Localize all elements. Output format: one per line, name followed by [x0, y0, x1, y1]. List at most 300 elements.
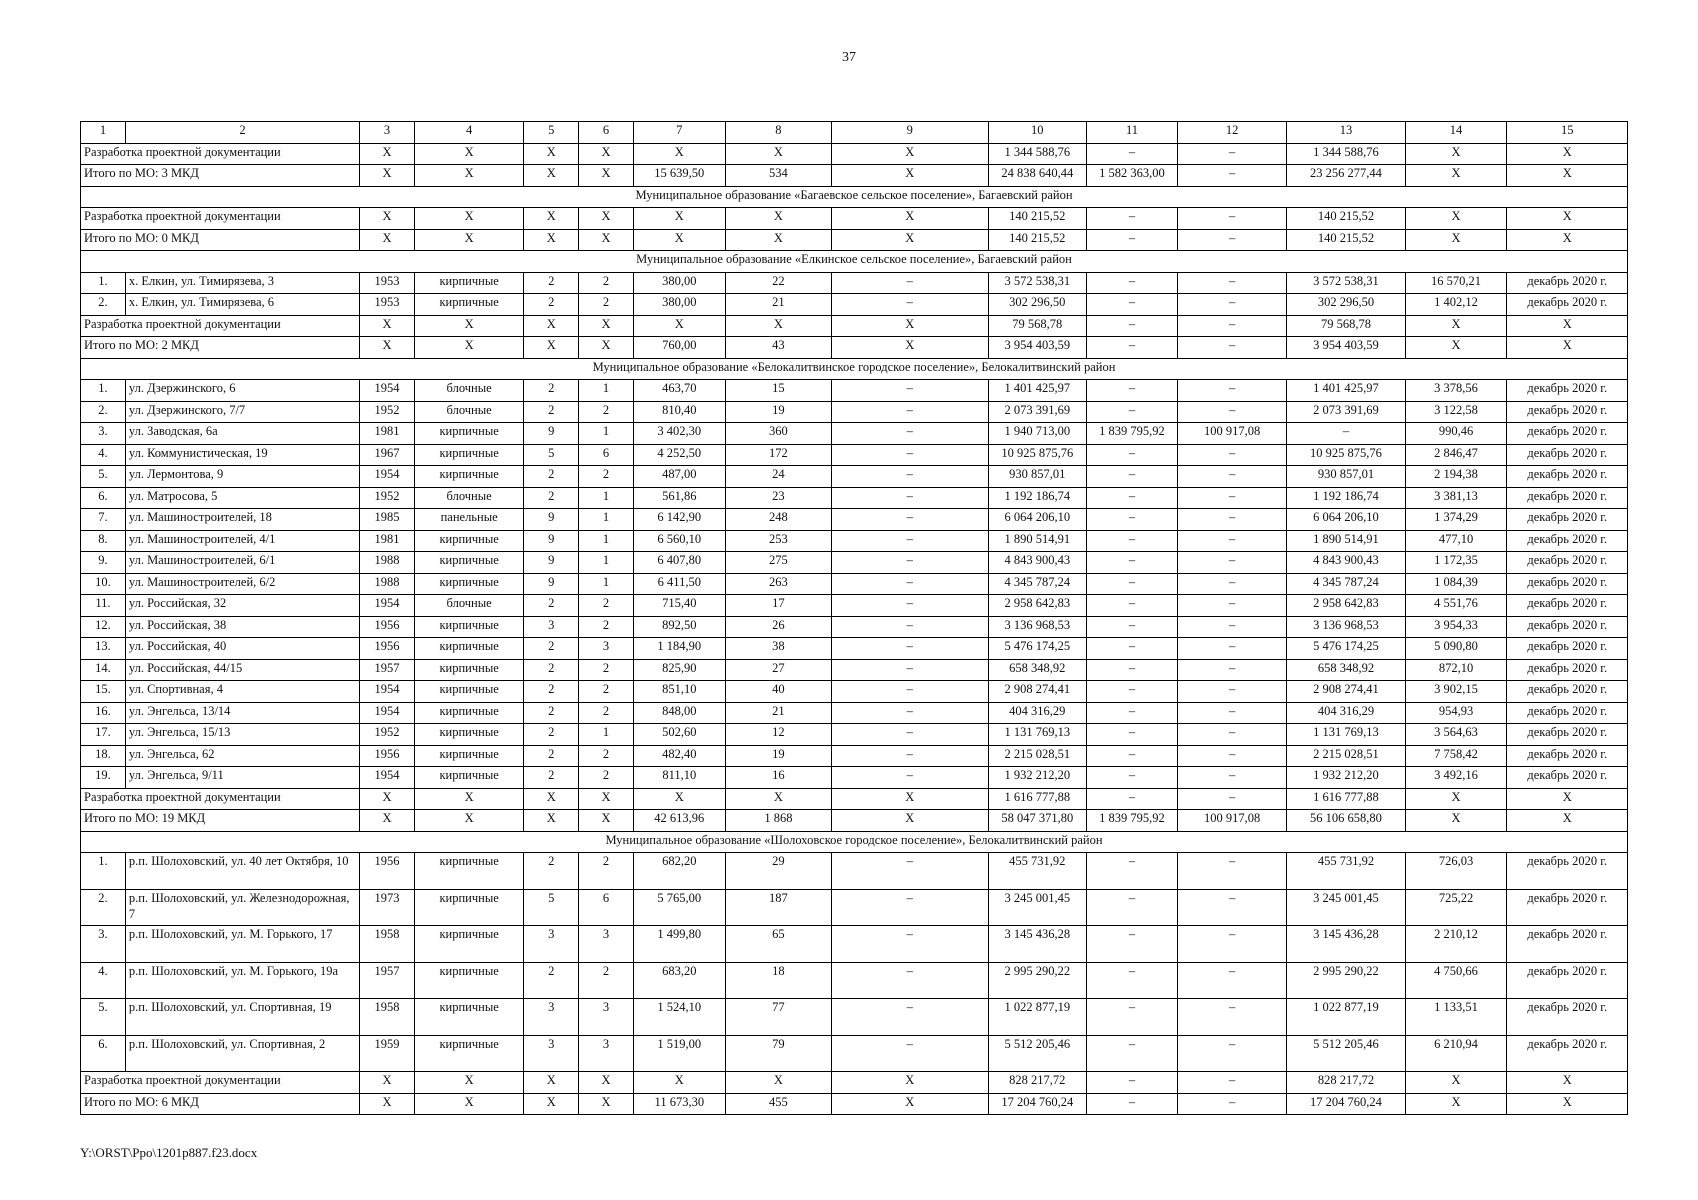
table-cell: X [1507, 788, 1628, 810]
address-cell: р.п. Шолоховский, ул. М. Горького, 19а [125, 962, 359, 999]
table-cell: X [524, 788, 579, 810]
column-number-cell: 7 [633, 122, 725, 144]
table-cell: – [1087, 294, 1178, 316]
table-cell: 3 492,16 [1405, 767, 1507, 789]
table-cell: X [1405, 1093, 1507, 1115]
table-cell: 930 857,01 [988, 466, 1087, 488]
table-cell: X [633, 208, 725, 230]
table-cell: – [831, 745, 988, 767]
table-cell: X [360, 1072, 415, 1094]
table-cell: 1 839 795,92 [1087, 423, 1178, 445]
table-cell: 16 [725, 767, 831, 789]
summary-label: Итого по МО: 6 МКД [81, 1093, 360, 1115]
address-cell: х. Елкин, ул. Тимирязева, 3 [125, 272, 359, 294]
table-cell: X [360, 208, 415, 230]
table-cell: 2 [524, 767, 579, 789]
table-cell: декабрь 2020 г. [1507, 659, 1628, 681]
table-cell: 38 [725, 638, 831, 660]
table-cell: 3 [579, 999, 634, 1036]
table-cell: 3 [524, 1035, 579, 1072]
table-cell: – [1087, 638, 1178, 660]
address-cell: р.п. Шолоховский, ул. Спортивная, 2 [125, 1035, 359, 1072]
table-cell: кирпичные [414, 573, 523, 595]
table-cell: 1981 [360, 530, 415, 552]
table-cell: 3 122,58 [1405, 401, 1507, 423]
table-row [81, 745, 1628, 767]
table-cell: 1954 [360, 767, 415, 789]
table-cell: 302 296,50 [988, 294, 1087, 316]
table-cell: 1958 [360, 999, 415, 1036]
table-cell: кирпичные [414, 638, 523, 660]
table-cell: 2 [579, 616, 634, 638]
table-cell: – [1177, 272, 1286, 294]
table-cell: X [1507, 1093, 1628, 1115]
table-cell: X [1507, 165, 1628, 187]
table-cell: X [579, 788, 634, 810]
table-cell: 1 524,10 [633, 999, 725, 1036]
table-cell: 5 476 174,25 [1287, 638, 1405, 660]
table-cell: 2 [524, 745, 579, 767]
table-cell: кирпичные [414, 272, 523, 294]
table-cell: X [579, 1093, 634, 1115]
table-cell: – [1087, 853, 1178, 890]
column-number-cell: 5 [524, 122, 579, 144]
table-cell: кирпичные [414, 466, 523, 488]
table-cell: 3 402,30 [633, 423, 725, 445]
table-cell: X [414, 810, 523, 832]
row-number: 4. [81, 962, 126, 999]
table-cell: 24 [725, 466, 831, 488]
table-cell: 1988 [360, 552, 415, 574]
table-cell: кирпичные [414, 616, 523, 638]
row-number: 9. [81, 552, 126, 574]
table-cell: 140 215,52 [1287, 229, 1405, 251]
table-cell: – [1177, 487, 1286, 509]
table-cell: – [1087, 143, 1178, 165]
table-cell: X [414, 143, 523, 165]
table-cell: – [831, 401, 988, 423]
table-cell: – [831, 595, 988, 617]
row-number: 10. [81, 573, 126, 595]
table-cell: 3 [579, 1035, 634, 1072]
table-cell: 2 [579, 962, 634, 999]
table-cell: 658 348,92 [1287, 659, 1405, 681]
table-cell: кирпичные [414, 724, 523, 746]
table-cell: 380,00 [633, 294, 725, 316]
table-cell: 1953 [360, 294, 415, 316]
table-cell: 6 411,50 [633, 573, 725, 595]
table-cell: 253 [725, 530, 831, 552]
table-cell: кирпичные [414, 767, 523, 789]
table-row [81, 999, 1628, 1036]
table-cell: X [1507, 1072, 1628, 1094]
table-row [81, 962, 1628, 999]
table-cell: 930 857,01 [1287, 466, 1405, 488]
table-cell: – [1177, 466, 1286, 488]
table-cell: 56 106 658,80 [1287, 810, 1405, 832]
row-number: 6. [81, 1035, 126, 1072]
table-cell: 2 210,12 [1405, 926, 1507, 963]
table-cell: – [1177, 337, 1286, 359]
summary-row [81, 165, 1628, 187]
table-cell: 1959 [360, 1035, 415, 1072]
table-cell: 1952 [360, 724, 415, 746]
table-cell: – [1177, 595, 1286, 617]
address-cell: р.п. Шолоховский, ул. М. Горького, 17 [125, 926, 359, 963]
table-cell: декабрь 2020 г. [1507, 889, 1628, 926]
table-cell: X [414, 788, 523, 810]
table-cell: 3 245 001,45 [1287, 889, 1405, 926]
address-cell: ул. Заводская, 6а [125, 423, 359, 445]
table-cell: 1956 [360, 616, 415, 638]
table-cell: X [579, 337, 634, 359]
table-cell: 24 838 640,44 [988, 165, 1087, 187]
table-cell: 1 374,29 [1405, 509, 1507, 531]
table-cell: 1 499,80 [633, 926, 725, 963]
table-cell: 302 296,50 [1287, 294, 1405, 316]
summary-label: Разработка проектной документации [81, 788, 360, 810]
table-cell: 65 [725, 926, 831, 963]
table-cell: X [360, 315, 415, 337]
table-cell: 22 [725, 272, 831, 294]
table-cell: – [1087, 889, 1178, 926]
table-cell: 3 564,63 [1405, 724, 1507, 746]
table-cell: 1 616 777,88 [988, 788, 1087, 810]
table-cell: 1 184,90 [633, 638, 725, 660]
table-cell: – [1177, 999, 1286, 1036]
table-cell: – [1087, 1093, 1178, 1115]
summary-row [81, 1072, 1628, 1094]
row-number: 14. [81, 659, 126, 681]
column-number-cell: 12 [1177, 122, 1286, 144]
table-row [81, 487, 1628, 509]
table-cell: – [831, 423, 988, 445]
table-cell: 2 [524, 380, 579, 402]
column-number-row [81, 122, 1628, 144]
table-cell: 1 616 777,88 [1287, 788, 1405, 810]
table-cell: 1 932 212,20 [1287, 767, 1405, 789]
table-cell: X [579, 229, 634, 251]
table-cell: 3 [524, 926, 579, 963]
table-cell: – [831, 552, 988, 574]
table-cell: 2 073 391,69 [988, 401, 1087, 423]
table-cell: 1981 [360, 423, 415, 445]
address-cell: ул. Спортивная, 4 [125, 681, 359, 703]
column-number-cell: 6 [579, 122, 634, 144]
table-cell: – [1087, 487, 1178, 509]
table-cell: декабрь 2020 г. [1507, 745, 1628, 767]
table-cell: 2 958 642,83 [988, 595, 1087, 617]
table-cell: 58 047 371,80 [988, 810, 1087, 832]
table-cell: 760,00 [633, 337, 725, 359]
table-cell: 404 316,29 [1287, 702, 1405, 724]
table-cell: 1 131 769,13 [988, 724, 1087, 746]
table-cell: 140 215,52 [988, 229, 1087, 251]
table-cell: – [1087, 745, 1178, 767]
table-cell: 2 [524, 853, 579, 890]
table-cell: 9 [524, 530, 579, 552]
table-cell: – [831, 509, 988, 531]
table-cell: X [1507, 229, 1628, 251]
table-cell: 1954 [360, 595, 415, 617]
table-cell: – [831, 1035, 988, 1072]
table-cell: X [831, 229, 988, 251]
row-number: 2. [81, 401, 126, 423]
table-cell: 16 570,21 [1405, 272, 1507, 294]
table-cell: X [831, 810, 988, 832]
table-cell: – [831, 380, 988, 402]
table-cell: 2 [579, 681, 634, 703]
table-row [81, 1035, 1628, 1072]
table-cell: 4 345 787,24 [1287, 573, 1405, 595]
table-cell: 1958 [360, 926, 415, 963]
table-cell: – [1177, 659, 1286, 681]
table-cell: 4 551,76 [1405, 595, 1507, 617]
table-cell: X [579, 1072, 634, 1094]
table-cell: – [1087, 229, 1178, 251]
table-cell: – [1177, 1072, 1286, 1094]
table-cell: 1954 [360, 702, 415, 724]
table-cell: 2 [579, 401, 634, 423]
table-cell: 1 [579, 530, 634, 552]
summary-label: Разработка проектной документации [81, 143, 360, 165]
table-cell: 187 [725, 889, 831, 926]
table-cell: – [1177, 573, 1286, 595]
table-cell: 2 [524, 401, 579, 423]
table-cell: 477,10 [1405, 530, 1507, 552]
table-cell: 1954 [360, 466, 415, 488]
table-cell: 6 142,90 [633, 509, 725, 531]
table-cell: X [1405, 788, 1507, 810]
table-cell: X [1405, 165, 1507, 187]
table-cell: 1 131 769,13 [1287, 724, 1405, 746]
table-cell: декабрь 2020 г. [1507, 962, 1628, 999]
table-cell: – [1177, 616, 1286, 638]
table-cell: 2 [579, 745, 634, 767]
table-row [81, 401, 1628, 423]
table-cell: 3 145 436,28 [1287, 926, 1405, 963]
table-cell: 2 [524, 659, 579, 681]
table-cell: – [831, 853, 988, 890]
table-cell: – [1087, 926, 1178, 963]
table-cell: X [633, 229, 725, 251]
table-cell: 140 215,52 [1287, 208, 1405, 230]
table-cell: 3 [579, 638, 634, 660]
table-cell: – [831, 724, 988, 746]
table-cell: декабрь 2020 г. [1507, 423, 1628, 445]
table-cell: 1954 [360, 380, 415, 402]
table-cell: 658 348,92 [988, 659, 1087, 681]
table-cell: 9 [524, 573, 579, 595]
address-cell: ул. Матросова, 5 [125, 487, 359, 509]
table-cell: 811,10 [633, 767, 725, 789]
table-cell: 1956 [360, 745, 415, 767]
table-cell: X [524, 143, 579, 165]
table-cell: X [524, 315, 579, 337]
table-cell: – [1087, 337, 1178, 359]
table-cell: 1 [579, 487, 634, 509]
table-row [81, 724, 1628, 746]
table-cell: 534 [725, 165, 831, 187]
table-cell: 2 [524, 638, 579, 660]
table-cell: 6 064 206,10 [1287, 509, 1405, 531]
section-header-row [81, 186, 1628, 208]
table-cell: 21 [725, 294, 831, 316]
table-row [81, 552, 1628, 574]
address-cell: р.п. Шолоховский, ул. Железнодорожная, 7 [125, 889, 359, 926]
table-cell: X [831, 788, 988, 810]
table-cell: X [414, 229, 523, 251]
table-row [81, 380, 1628, 402]
table-cell: 1 [579, 423, 634, 445]
row-number: 8. [81, 530, 126, 552]
table-cell: – [1177, 143, 1286, 165]
table-cell: X [831, 208, 988, 230]
table-cell: 1 192 186,74 [1287, 487, 1405, 509]
table-cell: декабрь 2020 г. [1507, 466, 1628, 488]
table-cell: X [1405, 1072, 1507, 1094]
table-cell: X [633, 143, 725, 165]
table-cell: 1 192 186,74 [988, 487, 1087, 509]
table-cell: кирпичные [414, 926, 523, 963]
table-cell: 172 [725, 444, 831, 466]
table-row [81, 423, 1628, 445]
table-cell: 1 582 363,00 [1087, 165, 1178, 187]
table-cell: X [360, 165, 415, 187]
table-cell: 5 090,80 [1405, 638, 1507, 660]
table-cell: декабрь 2020 г. [1507, 509, 1628, 531]
table-cell: 263 [725, 573, 831, 595]
table-cell: кирпичные [414, 962, 523, 999]
table-cell: X [360, 1093, 415, 1115]
table-cell: 17 204 760,24 [988, 1093, 1087, 1115]
table-cell: 6 [579, 889, 634, 926]
table-cell: 725,22 [1405, 889, 1507, 926]
address-cell: ул. Энгельса, 9/11 [125, 767, 359, 789]
table-cell: X [831, 1072, 988, 1094]
table-cell: 3 [524, 616, 579, 638]
table-cell: 3 381,13 [1405, 487, 1507, 509]
table-cell: X [579, 165, 634, 187]
table-cell: 2 [579, 767, 634, 789]
table-cell: кирпичные [414, 552, 523, 574]
table-cell: 4 252,50 [633, 444, 725, 466]
table-cell: 100 917,08 [1177, 810, 1286, 832]
table-cell: – [1087, 767, 1178, 789]
column-number-cell: 15 [1507, 122, 1628, 144]
table-cell: блочные [414, 487, 523, 509]
table-cell: декабрь 2020 г. [1507, 487, 1628, 509]
table-cell: – [1177, 294, 1286, 316]
section-header-row [81, 831, 1628, 853]
table-cell: 3 572 538,31 [988, 272, 1087, 294]
row-number: 1. [81, 380, 126, 402]
address-cell: ул. Коммунистическая, 19 [125, 444, 359, 466]
table-cell: X [1405, 337, 1507, 359]
table-row [81, 573, 1628, 595]
table-cell: 2 908 274,41 [1287, 681, 1405, 703]
table-cell: – [831, 767, 988, 789]
table-cell: – [1087, 724, 1178, 746]
table-cell: – [1087, 702, 1178, 724]
table-cell: 1957 [360, 659, 415, 681]
table-cell: – [1177, 1093, 1286, 1115]
row-number: 3. [81, 926, 126, 963]
column-number-cell: 4 [414, 122, 523, 144]
table-cell: 2 194,38 [1405, 466, 1507, 488]
table-cell: 3 572 538,31 [1287, 272, 1405, 294]
table-cell: 6 210,94 [1405, 1035, 1507, 1072]
table-cell: 1 [579, 724, 634, 746]
table-cell: – [1087, 272, 1178, 294]
table-cell: 1953 [360, 272, 415, 294]
table-cell: X [524, 208, 579, 230]
table-cell: 2 [579, 659, 634, 681]
table-cell: – [1177, 208, 1286, 230]
table-cell: 2 [579, 853, 634, 890]
table-cell: 2 215 028,51 [1287, 745, 1405, 767]
table-cell: 15 [725, 380, 831, 402]
table-row [81, 272, 1628, 294]
table-cell: 17 204 760,24 [1287, 1093, 1405, 1115]
table-cell: декабрь 2020 г. [1507, 272, 1628, 294]
table-row [81, 616, 1628, 638]
table-cell: – [1087, 208, 1178, 230]
table-cell: 9 [524, 423, 579, 445]
table-cell: X [579, 810, 634, 832]
table-cell: 726,03 [1405, 853, 1507, 890]
table-cell: 17 [725, 595, 831, 617]
table-cell: 1 890 514,91 [988, 530, 1087, 552]
table-cell: 2 995 290,22 [1287, 962, 1405, 999]
table-cell: – [1087, 315, 1178, 337]
table-cell: 2 958 642,83 [1287, 595, 1405, 617]
row-number: 1. [81, 272, 126, 294]
table-cell: 455 [725, 1093, 831, 1115]
table-cell: 2 [579, 466, 634, 488]
table-cell: кирпичные [414, 745, 523, 767]
table-cell: 2 [579, 294, 634, 316]
table-cell: 2 [579, 272, 634, 294]
table-cell: – [831, 530, 988, 552]
table-cell: 6 407,80 [633, 552, 725, 574]
column-number-cell: 14 [1405, 122, 1507, 144]
table-cell: – [1087, 509, 1178, 531]
table-cell: X [1507, 315, 1628, 337]
table-cell: 3 378,56 [1405, 380, 1507, 402]
summary-row [81, 337, 1628, 359]
table-cell: 1 940 713,00 [988, 423, 1087, 445]
table-cell: X [360, 229, 415, 251]
table-cell: 502,60 [633, 724, 725, 746]
table-cell: X [524, 1093, 579, 1115]
table-cell: кирпичные [414, 1035, 523, 1072]
table-cell: – [1087, 681, 1178, 703]
table-cell: – [831, 466, 988, 488]
table-cell: 3 [524, 999, 579, 1036]
table-cell: декабрь 2020 г. [1507, 444, 1628, 466]
table-cell: – [1177, 165, 1286, 187]
table-cell: – [1177, 788, 1286, 810]
address-cell: х. Елкин, ул. Тимирязева, 6 [125, 294, 359, 316]
table-cell: 27 [725, 659, 831, 681]
table-cell: – [1087, 1072, 1178, 1094]
table-cell: 1 133,51 [1405, 999, 1507, 1036]
table-cell: – [1177, 889, 1286, 926]
table-row [81, 681, 1628, 703]
table-cell: – [831, 999, 988, 1036]
table-cell: 79 [725, 1035, 831, 1072]
